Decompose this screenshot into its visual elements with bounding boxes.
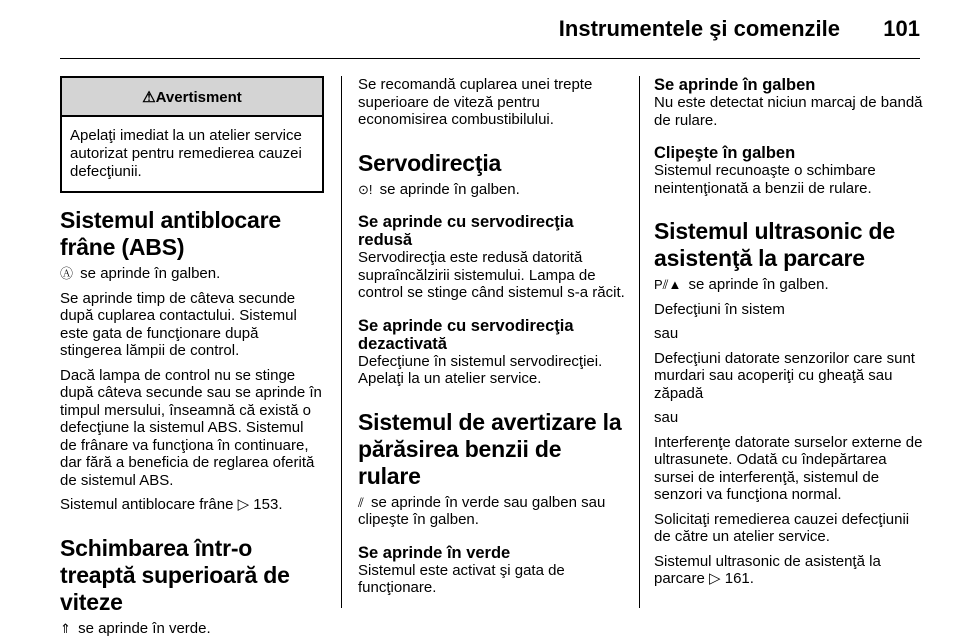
- abs-paragraph-2: Dacă lampa de control nu se stinge după câteva secunde sau se aprinde în timpul mersului, înseamnă că există o defecţiune la sistemul ABS. Sistemul de frânare va funcţiona în continuare, dar fără a beneficia de reglarea oferită de sistemul ABS.: [60, 366, 322, 489]
- abs-page-reference[interactable]: 153.: [253, 496, 283, 513]
- parking-paragraph-1: Defecţiuni în sistem: [654, 300, 785, 318]
- parking-or-1: sau: [654, 325, 679, 342]
- steering-reduced-heading: Se aprinde cu servodirecţia redusă: [358, 213, 574, 249]
- steering-status: se aprinde în galben.: [375, 180, 520, 198]
- column-middle: [358, 76, 628, 604]
- warning-box: [60, 76, 324, 193]
- lane-departure-icon: ⫽: [358, 494, 364, 510]
- abs-reference-text: Sistemul antiblocare frâne: [60, 496, 238, 513]
- column-left: [60, 76, 324, 644]
- lane-green-text: Sistemul este activat şi gata de funcţionare.: [358, 561, 565, 596]
- lane-heading: Sistemul de avertizare la părăsirea benzii de rulare: [358, 408, 622, 489]
- parking-paragraph-3: Interferenţe datorate surselor externe de ultrasunete. Odată cu îndepărtarea sursei de interferenţă, sistemul de senzori va funcţiona normal.: [654, 433, 923, 503]
- warning-title: Avertisment: [155, 89, 242, 106]
- parking-paragraph-4: Solicitaţi remedierea cauzei defecţiunii de către un atelier service.: [654, 510, 910, 545]
- lane-yellow-heading: Se aprinde în galben: [654, 76, 816, 94]
- column-right: [654, 76, 924, 588]
- parking-status: se aprinde în galben.: [684, 276, 829, 293]
- page-header-title: Instrumentele şi comenzile: [558, 16, 840, 41]
- lane-blink-heading: Clipeşte în galben: [654, 144, 796, 162]
- abs-heading: Sistemul antiblocare frâne (ABS): [60, 207, 281, 260]
- warning-text: Apelaţi imediat la un atelier service autorizat pentru remedierea cauzei defecţiunii.: [70, 127, 302, 180]
- column-divider: [639, 76, 640, 608]
- warning-triangle-icon: ⚠: [142, 89, 156, 106]
- abs-paragraph-1: Se aprinde timp de câteva secunde după cuplarea contactului. Sistemul este gata de funcţionare după stingerea lămpii de control.: [60, 289, 297, 359]
- lane-status: se aprinde în verde sau galben sau clipeşte în galben.: [358, 493, 606, 528]
- parking-page-reference[interactable]: 161.: [724, 570, 754, 587]
- steering-disabled-heading: Se aprinde cu servodirecţia dezactivată: [358, 316, 574, 353]
- upshift-heading: Schimbarea într-o treaptă superioară de viteze: [60, 534, 290, 615]
- steering-heading: Servodirecţia: [358, 149, 502, 176]
- upshift-status: se aprinde în verde.: [73, 619, 211, 637]
- lane-yellow-text: Nu este detectat niciun marcaj de bandă de rulare.: [654, 94, 923, 129]
- page-ref-arrow-icon: ▷: [237, 496, 254, 513]
- parking-heading: Sistemul ultrasonic de asistenţă la parcare: [654, 218, 895, 271]
- parking-reference-text: Sistemul ultrasonic de asistenţă la parcare: [654, 552, 881, 587]
- parking-paragraph-2: Defecţiuni datorate senzorilor care sunt murdari sau acoperiţi cu gheaţă sau zăpadă: [654, 349, 915, 402]
- abs-icon: Ⓐ: [60, 266, 74, 281]
- lane-green-heading: Se aprinde în verde: [358, 543, 511, 562]
- page-number: 101: [883, 16, 920, 41]
- steering-warning-icon: ⊙!: [358, 181, 373, 197]
- warning-header: [62, 78, 322, 117]
- upshift-continued: Se recomandă cuplarea unei trepte superioare de viteză pentru economisirea combustibilului.: [358, 76, 593, 128]
- abs-status: se aprinde în galben.: [76, 265, 221, 282]
- parking-assist-icon: P⫽▲: [654, 277, 682, 292]
- header-rule: [60, 58, 920, 59]
- steering-reduced-text: Servodirecţia este redusă datorită supraîncălzirii sistemului. Lampa de control se stinge când sistemul s-a răcit.: [358, 249, 625, 301]
- parking-or-2: sau: [654, 409, 679, 426]
- lane-blink-text: Sistemul recunoaşte o schimbare neintenţionată a benzii de rulare.: [654, 162, 876, 197]
- page-ref-arrow-icon: ▷: [709, 570, 725, 587]
- upshift-icon: ⇑: [60, 620, 71, 636]
- steering-disabled-text: Defecţiune în sistemul servodirecţiei. Apelaţi la un atelier service.: [358, 352, 603, 387]
- column-divider: [341, 76, 342, 608]
